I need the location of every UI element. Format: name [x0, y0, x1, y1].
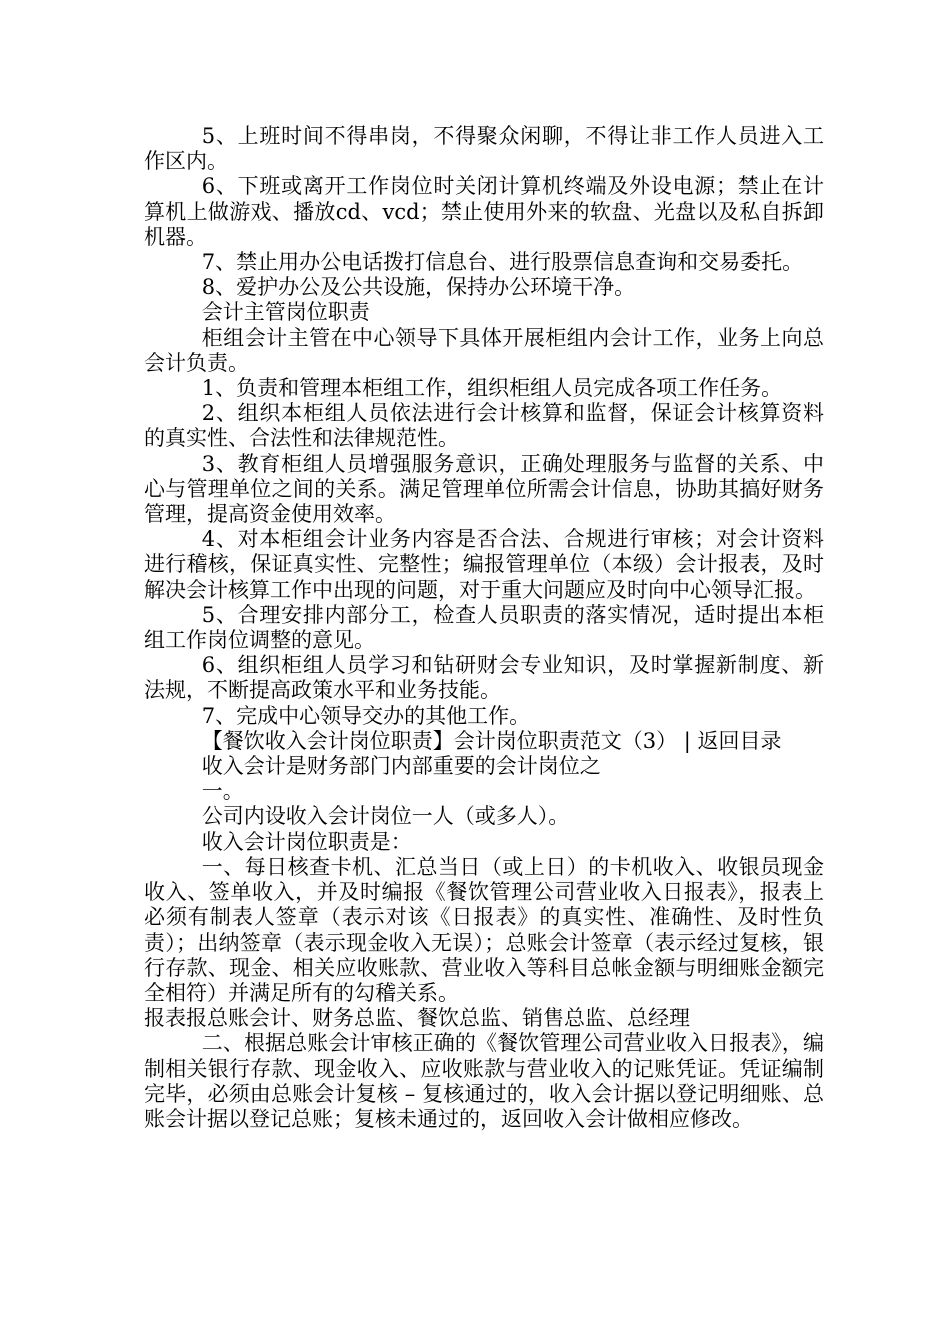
paragraph-duty-5: 5、合理安排内部分工，检查人员职责的落实情况，适时提出本柜组工作岗位调整的意见。 — [144, 602, 824, 653]
paragraph-rule-8: 8、爱护办公及公共设施，保持办公环境干净。 — [201, 275, 636, 300]
document-body — [144, 124, 824, 1132]
paragraph-duty-2: 2、组织本柜组人员依法进行会计核算和监督，保证会计核算资料的真实性、合法性和法律规范性。 — [144, 401, 824, 451]
paragraph-revenue-positions: 公司内设收入会计岗位一人（或多人）。 — [201, 804, 570, 829]
paragraph-duty-3: 3、教育柜组人员增强服务意识，正确处理服务与监督的关系、中心与管理单位之间的关系。满足管理单位所需会计信息，协助其搞好财务管理，提高资金使用效率。 — [144, 451, 824, 527]
paragraph-rule-7: 7、禁止用办公电话拨打信息台、进行股票信息查询和交易委托。 — [201, 250, 804, 275]
paragraph-rule-6: 6、下班或离开工作岗位时关闭计算机终端及外设电源；禁止在计算机上做游戏、播放cd、vcd；禁止使用外来的软盘、光盘以及私自拆卸机器。 — [144, 174, 824, 249]
paragraph-report-recipients: 报表报总账会计、财务总监、餐饮总监、销售总监、总经理 — [144, 1006, 690, 1031]
paragraph-rule-5: 5、上班时间不得串岗，不得聚众闲聊，不得让非工作人员进入工作区内。 — [144, 124, 824, 174]
paragraph-duty-1: 1、负责和管理本柜组工作，组织柜组人员完成各项工作任务。 — [201, 376, 783, 401]
paragraph-revenue-intro-cont: 一。 — [201, 779, 244, 804]
paragraph-revenue-duties-label: 收入会计岗位职责是： — [201, 829, 412, 854]
paragraph-revenue-duty-2: 二、根据总账会计审核正确的《餐饮管理公司营业收入日报表》，编制相关银行存款、现金收入、应收账款与营业收入的记账凭证。凭证编制完毕，必须由总账会计复核 – 复核通过的，收入会计据以登记明细账、总账会计据以登记总账；复核未通过的，返回收入会计做相应修改。 — [144, 1031, 824, 1131]
paragraph-duty-4: 4、对本柜组会计业务内容是否合法、合规进行审核；对会计资料进行稽核，保证真实性、完整性；编报管理单位（本级）会计报表，及时解决会计核算工作中出现的问题，对于重大问题应及时向中心领导汇报。 — [144, 527, 824, 602]
paragraph-revenue-intro: 收入会计是财务部门内部重要的会计岗位之 — [201, 754, 601, 779]
section-heading-accounting-supervisor: 会计主管岗位职责 — [201, 300, 370, 325]
paragraph-duty-7: 7、完成中心领导交办的其他工作。 — [201, 703, 531, 728]
paragraph-revenue-duty-1: 一、每日核查卡机、汇总当日（或上日）的卡机收入、收银员现金收入、签单收入，并及时编报《餐饮管理公司营业收入日报表》，报表上必须有制表人签章（表示对该《日报表》的真实性、准确性、及时性负责）；出纳签章（表示现金收入无误）；总账会计签章（表示经过复核，银行存款、现金、相关应收账款、营业收入等科目总帐金额与明细账金额完全相符）并满足所有的勾稽关系。 — [144, 854, 824, 1005]
section-heading-revenue-accounting: 【餐饮收入会计岗位职责】会计岗位职责范文（3） | 返回目录 — [201, 728, 782, 753]
paragraph-supervisor-intro: 柜组会计主管在中心领导下具体开展柜组内会计工作，业务上向总会计负责。 — [144, 325, 824, 375]
paragraph-duty-6: 6、组织柜组人员学习和钻研财会专业知识，及时掌握新制度、新法规，不断提高政策水平和业务技能。 — [144, 653, 824, 703]
